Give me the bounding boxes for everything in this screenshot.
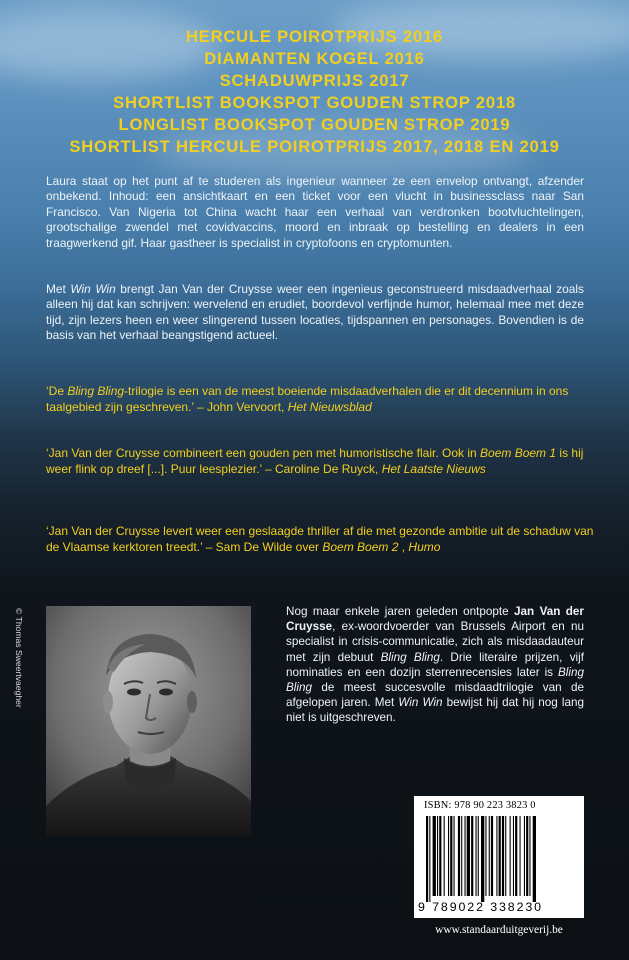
awards-list [0,26,629,158]
photo-credit: © Thomas Sweertvaegher [14,608,24,708]
award-item: SHORTLIST BOOKSPOT GOUDEN STROP 2018 [113,93,516,112]
quote-source: Het Laatste Nieuws [381,461,486,476]
blurb-paragraph-1: Laura staat op het punt af te studeren als ingenieur wanneer ze een envelop ontvangt, afzender onbekend. Inhoud: een ansichtkaart en een ticket voor een vlucht in businessclass naar San Francisco. Van Nigeria tot China wacht haar een verhaal van verdronken bootvluchtelingen, grootschalige zwendel met covidvaccins, moord en inbraak op bestelling en dealers in een traagwerkend gif. Haar gastheer is specialist in cryptofoons en cryptomunten. [46,174,584,250]
author-bio: Nog maar enkele jaren geleden ontpopte Jan Van der Cruysse, ex-woordvoerder van Brussels Airport en nu specialist in crisis-communicatie, zich als misdaadauteur met zijn debuut Bling Bling. Drie literaire prijzen, vijf nominaties en een dozijn sterrenrecensies later is Bling Bling de meest succesvolle misdaadtrilogie van de afgelopen jaren. Met Win Win bewijst hij dat hij nog lang niet is uitgeschreven. [286,605,584,725]
author-photo [46,606,251,836]
barcode-box [414,796,584,918]
quote-source: Humo [408,539,441,554]
award-item: LONGLIST BOOKSPOT GOUDEN STROP 2019 [118,115,511,134]
award-item: HERCULE POIROTPRIJS 2016 [185,27,444,46]
award-item: DIAMANTEN KOGEL 2016 [204,49,425,68]
author-name: Jan Van der Cruysse [286,605,584,634]
isbn-label: ISBN: 978 90 223 3823 0 [424,800,536,811]
review-quote-1: ‘De Bling Bling-trilogie is een van de meest boeiende misdaadverhalen die er dit decennium in ons taalgebied zijn geschreven.’ – John Vervoort, Het Nieuwsblad [46,384,569,414]
barcode-icon [424,816,574,902]
quote-source: Het Nieuwsblad [287,399,372,414]
review-quote-2: ‘Jan Van der Cruysse combineert een gouden pen met humoristische flair. Ook in Boem Boem 1 is hij weer flink op dreef [...]. Puur leesplezier.’ – Caroline De Ruyck, Het Laatste Nieuws [46,446,584,476]
award-item: SCHADUWPRIJS 2017 [219,71,410,90]
publisher-website: www.standaarduitgeverij.be [435,924,563,936]
review-quote-3: ‘Jan Van der Cruysse levert weer een geslaagde thriller af die met gezonde ambitie uit de schaduw van de Vlaamse kerktoren treedt.’ – Sam De Wilde over Boem Boem 2 , Humo [46,524,594,554]
barcode-digits: 9 789022 338230 [418,900,543,914]
book-title: Win Win [70,282,116,296]
award-item: SHORTLIST HERCULE POIROTPRIJS 2017, 2018 EN 2019 [69,137,560,156]
blurb-paragraph-2: Met Win Win brengt Jan Van der Cruysse weer een ingenieus geconstrueerd misdaadverhaal zoals alleen hij dat kan schrijven: wervelend en erudiet, boordevol verfijnde humor, helemaal mee met deze tijd, zijn lezers heen en weer slingerend tussen locaties, tijdspannen en personages. Bovendien is de basis van het verhaal beangstigend actueel. [46,282,584,343]
